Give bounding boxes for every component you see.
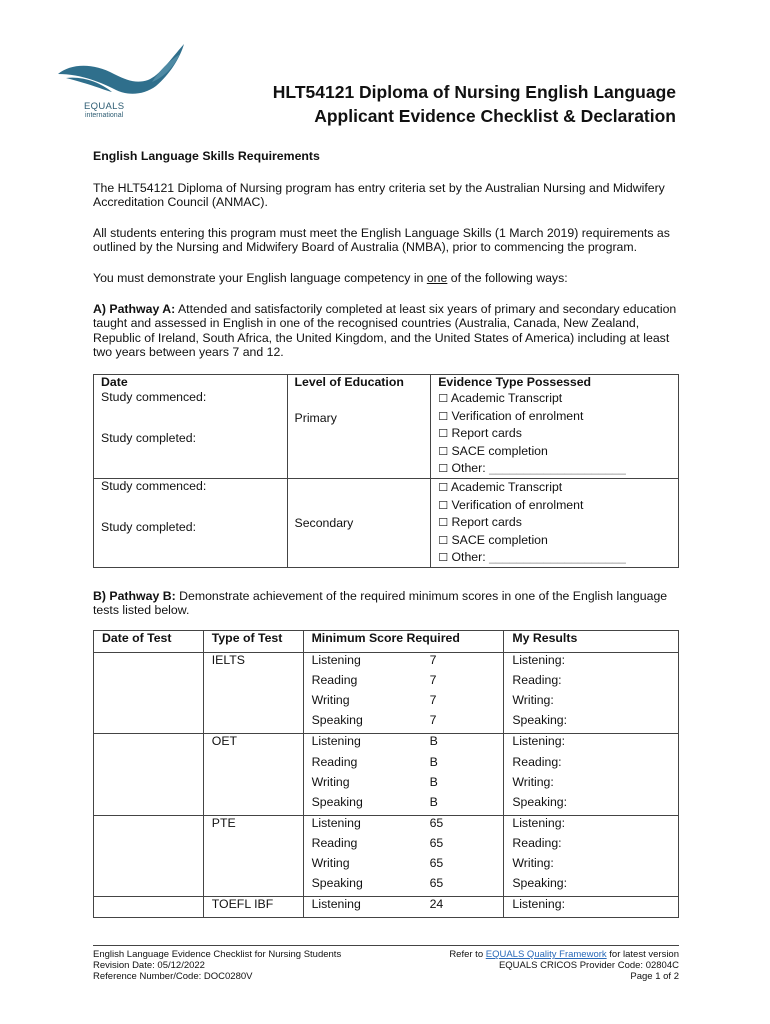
test-row	[94, 734, 679, 815]
test-rows	[94, 653, 679, 918]
checkbox-icon[interactable]: ☐	[438, 427, 449, 441]
pathway-b-description	[93, 589, 679, 618]
test-row	[94, 815, 679, 896]
result-field[interactable]: Writing:	[512, 856, 554, 870]
evidence-option[interactable]	[438, 390, 678, 408]
date-header: Date	[101, 374, 128, 389]
score-line	[304, 836, 504, 856]
evidence-label: SACE completion	[451, 443, 548, 458]
minimum-score-cell	[303, 734, 504, 815]
evidence-cell	[431, 374, 679, 478]
minimum-score: B	[429, 734, 438, 749]
checkbox-icon[interactable]: ☐	[438, 498, 449, 512]
evidence-label: Verification of enrolment	[451, 497, 584, 512]
type-of-test-header: Type of Test	[203, 631, 303, 653]
evidence-label: Academic Transcript	[450, 390, 563, 405]
pathway-a-row-secondary	[94, 478, 679, 567]
level-primary: Primary	[294, 410, 337, 425]
evidence-option[interactable]	[438, 425, 678, 443]
my-results-cell	[504, 897, 679, 918]
level-header: Level of Education	[294, 374, 404, 389]
my-results-cell	[504, 653, 679, 734]
checkbox-icon[interactable]: ☐	[438, 551, 449, 565]
evidence-label: SACE completion	[451, 532, 548, 547]
score-line	[304, 816, 504, 836]
evidence-cell	[431, 478, 679, 567]
paragraph-anmac: The HLT54121 Diploma of Nursing program has entry criteria set by the Australian Nursing and Midwifery Accreditation Council (ANMAC).	[93, 180, 665, 210]
evidence-option[interactable]	[438, 497, 678, 515]
title-line-2: Applicant Evidence Checklist & Declaration	[314, 106, 676, 126]
score-line	[304, 713, 504, 733]
score-line	[304, 693, 504, 713]
minimum-score-cell	[303, 815, 504, 896]
pathway-a-description	[93, 302, 679, 360]
skill-name: Speaking	[311, 794, 363, 809]
evidence-option-other[interactable]	[438, 460, 678, 478]
evidence-option-other[interactable]	[438, 549, 678, 567]
score-line	[304, 653, 504, 673]
study-completed: Study completed:	[101, 430, 197, 445]
checkbox-icon[interactable]: ☐	[438, 480, 449, 494]
result-field[interactable]: Writing:	[512, 693, 554, 708]
main-content	[93, 149, 679, 918]
footer-doc-name: English Language Evidence Checklist for Nursing Students	[93, 949, 342, 960]
test-type: OET	[203, 734, 303, 815]
paragraph-ways	[93, 271, 679, 286]
minimum-score: 7	[429, 713, 437, 728]
minimum-score: B	[429, 754, 438, 769]
result-field[interactable]: Speaking:	[512, 876, 568, 891]
minimum-score: 7	[429, 653, 437, 668]
pathway-a-table	[93, 374, 679, 568]
skill-name: Reading	[311, 754, 358, 769]
pathway-a-text: Attended and satisfactorily completed at least six years of primary and secondary education taught and assessed in English in one of the recognised countries (Australia, Canada, New Zealand, Republic of Ireland, South Africa, the United Kingdom, and the United States of America) including at least two years between years 7 and 12.	[93, 301, 677, 360]
evidence-option[interactable]	[438, 514, 678, 532]
checkbox-icon[interactable]: ☐	[438, 462, 449, 476]
checkbox-icon[interactable]: ☐	[438, 409, 449, 423]
pathway-b-label: B) Pathway B:	[93, 588, 176, 603]
score-line	[304, 755, 504, 775]
evidence-label: Report cards	[451, 426, 522, 441]
study-completed: Study completed:	[101, 519, 197, 534]
minimum-score: 24	[429, 897, 444, 912]
score-line	[304, 795, 504, 815]
footer-page-number: Page 1 of 2	[630, 971, 679, 982]
evidence-label: Academic Transcript	[450, 479, 563, 494]
result-field[interactable]: Listening:	[512, 653, 565, 668]
pathway-b-table	[93, 630, 679, 918]
test-row	[94, 653, 679, 734]
ways-pre: You must demonstrate your English language competency in	[93, 270, 427, 285]
minimum-score: 65	[429, 876, 444, 891]
checkbox-icon[interactable]: ☐	[438, 391, 449, 405]
footer-reference: Reference Number/Code: DOC0280V	[93, 971, 253, 982]
checkbox-icon[interactable]: ☐	[438, 444, 449, 458]
evidence-label: Report cards	[451, 515, 522, 530]
footer-revision-date: Revision Date: 05/12/2022	[93, 960, 205, 971]
document-title	[273, 80, 676, 128]
minimum-score: 65	[429, 835, 444, 850]
level-secondary: Secondary	[294, 515, 354, 530]
my-results-header: My Results	[504, 631, 679, 653]
logo-text	[84, 101, 154, 120]
skill-name: Listening	[311, 734, 361, 749]
skill-name: Writing	[311, 693, 350, 708]
footer-right	[449, 949, 679, 982]
logo-name: EQUALS	[84, 101, 125, 112]
footer-left	[93, 949, 341, 982]
refer-post: for latest version	[606, 949, 679, 960]
logo-sub: international	[85, 112, 124, 119]
date-cell	[94, 374, 288, 478]
date-of-test-input[interactable]	[94, 653, 204, 734]
score-line	[304, 876, 504, 896]
skill-name: Listening	[311, 653, 361, 668]
date-of-test-header: Date of Test	[94, 631, 204, 653]
other-text-field[interactable]: ____________________	[489, 461, 626, 476]
level-cell	[287, 478, 431, 567]
study-commenced: Study commenced:	[101, 389, 207, 404]
score-line	[304, 775, 504, 795]
level-cell	[287, 374, 431, 478]
evidence-option[interactable]	[438, 443, 678, 461]
refer-pre: Refer to	[449, 949, 486, 960]
skill-name: Writing	[311, 856, 350, 870]
ways-post: of the following ways:	[447, 270, 568, 285]
minimum-score-header: Minimum Score Required	[303, 631, 504, 653]
minimum-score: 7	[429, 673, 437, 688]
result-field[interactable]: Reading:	[512, 835, 562, 850]
skill-name: Speaking	[311, 713, 363, 728]
pathway-b-text: Demonstrate achievement of the required minimum scores in one of the English language tests listed below.	[93, 588, 668, 618]
result-field[interactable]: Speaking:	[512, 794, 568, 809]
skill-name: Reading	[311, 673, 358, 688]
evidence-option[interactable]	[438, 479, 678, 497]
result-field[interactable]: Reading:	[512, 673, 562, 688]
evidence-label: Verification of enrolment	[451, 408, 584, 423]
date-of-test-input[interactable]	[94, 815, 204, 896]
test-type: TOEFL IBF	[203, 897, 303, 918]
date-of-test-input[interactable]	[94, 897, 204, 918]
result-field[interactable]: Speaking:	[512, 713, 568, 728]
skill-name: Listening	[311, 897, 361, 912]
skill-name: Writing	[311, 774, 350, 789]
checkbox-icon[interactable]: ☐	[438, 533, 449, 547]
score-line	[304, 897, 504, 917]
skill-name: Listening	[311, 815, 361, 830]
minimum-score-cell	[303, 653, 504, 734]
minimum-score: 7	[429, 693, 437, 708]
test-type: PTE	[203, 815, 303, 896]
result-field[interactable]: Listening:	[512, 734, 565, 749]
score-line	[304, 673, 504, 693]
quality-framework-link[interactable]: EQUALS Quality Framework	[485, 949, 607, 960]
minimum-score-cell	[303, 897, 504, 918]
result-field[interactable]: Listening:	[512, 815, 565, 830]
minimum-score: B	[429, 774, 438, 789]
section-heading: English Language Skills Requirements	[93, 149, 320, 163]
footer-refer	[449, 949, 679, 960]
my-results-cell	[504, 734, 679, 815]
evidence-header: Evidence Type Possessed	[438, 374, 592, 389]
evidence-option[interactable]	[438, 408, 678, 426]
test-row	[94, 897, 679, 918]
score-line	[304, 734, 504, 754]
pathway-a-row-primary	[94, 374, 679, 478]
paragraph-nmba: All students entering this program must meet the English Language Skills (1 March 2019) requirements as outlined by the Nursing and Midwifery Board of Australia (NMBA), prior to commencing the program.	[93, 225, 670, 255]
evidence-option[interactable]	[438, 532, 678, 550]
result-field[interactable]: Reading:	[512, 754, 562, 769]
evidence-other-label: Other:	[451, 461, 486, 476]
minimum-score: 65	[429, 815, 444, 830]
evidence-other-label: Other:	[451, 550, 486, 565]
date-of-test-input[interactable]	[94, 734, 204, 815]
result-field[interactable]: Writing:	[512, 774, 554, 789]
minimum-score: B	[429, 794, 438, 809]
footer-cricos: EQUALS CRICOS Provider Code: 02804C	[498, 960, 679, 971]
score-line	[304, 856, 504, 876]
my-results-cell	[504, 815, 679, 896]
pathway-b-header-row	[94, 631, 679, 653]
other-text-field[interactable]: ____________________	[489, 550, 626, 565]
minimum-score: 65	[429, 856, 444, 870]
skill-name: Reading	[311, 835, 358, 850]
pathway-a-label: A) Pathway A:	[93, 301, 176, 316]
checkbox-icon[interactable]: ☐	[438, 516, 449, 530]
ways-emphasis: one	[426, 270, 448, 285]
skill-name: Speaking	[311, 876, 363, 891]
date-cell	[94, 478, 288, 567]
title-line-1: HLT54121 Diploma of Nursing English Language	[272, 82, 676, 102]
result-field[interactable]: Listening:	[512, 897, 565, 912]
test-type: IELTS	[203, 653, 303, 734]
footer	[93, 945, 679, 982]
study-commenced: Study commenced:	[101, 478, 207, 493]
